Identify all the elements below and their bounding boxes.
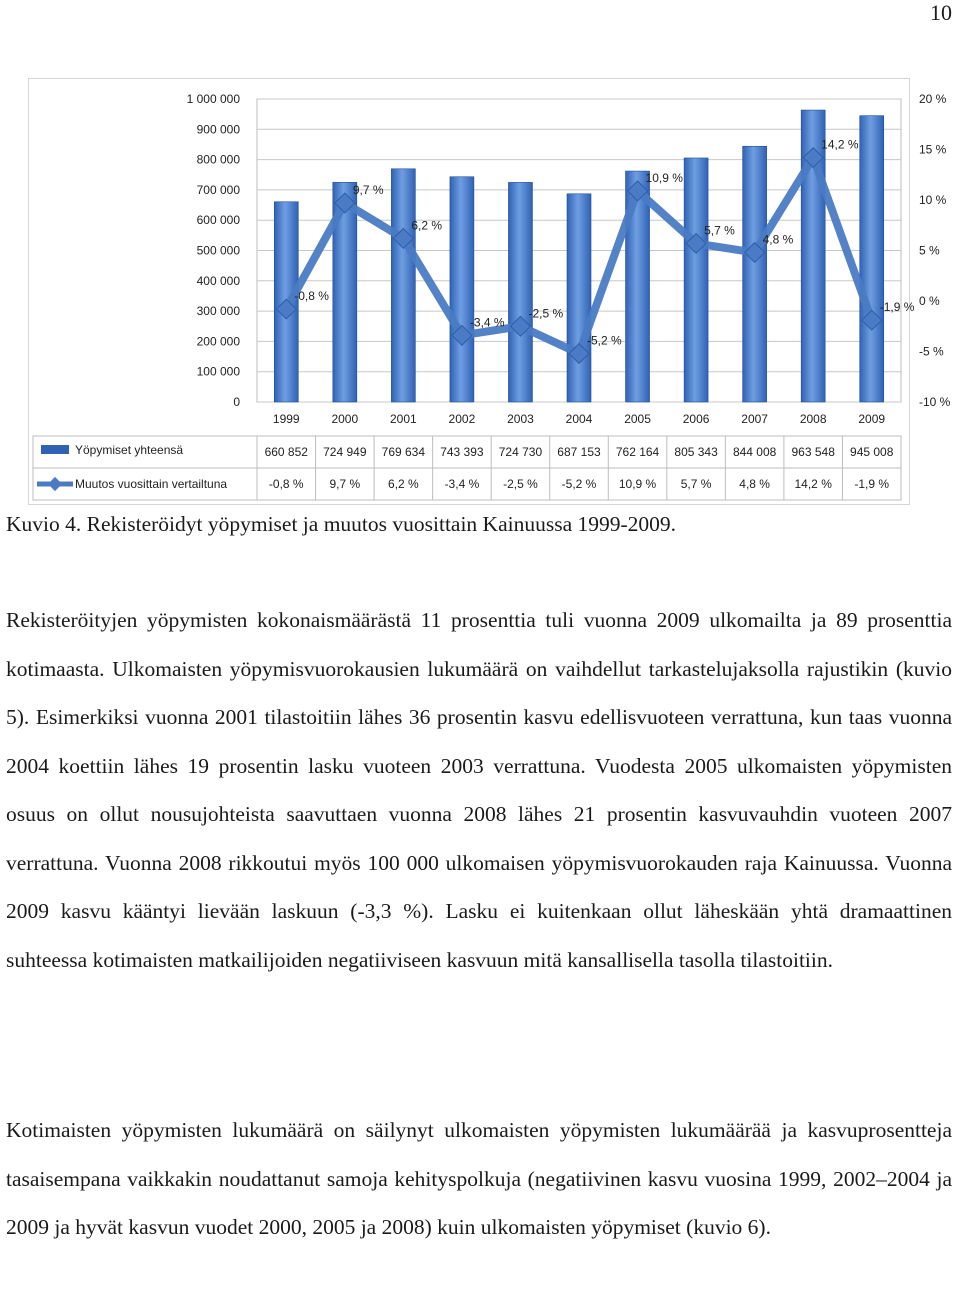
bar xyxy=(684,158,708,402)
left-tick-label: 400 000 xyxy=(196,273,240,288)
line-data-label: -1,9 % xyxy=(879,300,915,315)
table-cell-line: -2,5 % xyxy=(503,477,538,491)
line-data-label: -3,4 % xyxy=(469,315,505,330)
legend-key-bars xyxy=(41,445,69,454)
table-cell-line: 6,2 % xyxy=(388,477,419,491)
line-data-label: 9,7 % xyxy=(352,183,384,198)
right-tick-label: -5 % xyxy=(919,344,944,359)
right-tick-label: 10 % xyxy=(919,193,947,207)
table-cell-line: -5,2 % xyxy=(561,477,597,491)
left-tick-label: 0 xyxy=(233,395,240,409)
x-tick-label: 2003 xyxy=(507,412,534,426)
table-cell-bars: 660 852 xyxy=(264,445,308,459)
left-tick-label: 1 000 000 xyxy=(186,92,240,106)
table-cell-line: -0,8 % xyxy=(268,477,304,491)
right-tick-label: -10 % xyxy=(919,395,951,409)
left-tick-label: 800 000 xyxy=(196,152,240,167)
x-tick-label: 2007 xyxy=(741,412,768,426)
line-data-label: 14,2 % xyxy=(821,137,859,152)
line-data-label: -2,5 % xyxy=(528,306,564,321)
x-tick-label: 2008 xyxy=(799,412,827,426)
table-cell-bars: 762 164 xyxy=(615,445,660,459)
x-tick-label: 2006 xyxy=(682,412,710,426)
legend-label-bars: Yöpymiset yhteensä xyxy=(75,443,184,457)
chart-svg xyxy=(29,79,951,504)
line-data-label: 5,7 % xyxy=(704,223,735,238)
table-cell-line: -1,9 % xyxy=(854,477,890,491)
table-cell-line: 9,7 % xyxy=(329,477,361,491)
chart xyxy=(28,78,951,505)
right-tick-label: 20 % xyxy=(919,92,947,106)
table-cell-bars: 844 008 xyxy=(732,445,777,459)
table-cell-line: 4,8 % xyxy=(739,477,770,491)
figure-caption: Kuvio 4. Rekisteröidyt yöpymiset ja muutos vuosittain Kainuussa 1999-2009. xyxy=(6,512,677,536)
left-tick-label: 900 000 xyxy=(196,122,240,137)
table-cell-bars: 945 008 xyxy=(850,445,894,459)
left-tick-label: 500 000 xyxy=(196,243,240,258)
table-cell-bars: 769 634 xyxy=(381,445,426,459)
line-data-label: 6,2 % xyxy=(411,218,443,233)
bar xyxy=(567,194,591,402)
table-cell-line: 14,2 % xyxy=(794,477,832,491)
table-cell-bars: 724 730 xyxy=(498,445,543,459)
bar xyxy=(391,169,415,402)
table-cell-line: -3,4 % xyxy=(444,477,480,491)
right-tick-label: 15 % xyxy=(919,142,947,157)
legend-key-marker xyxy=(48,477,62,491)
x-tick-label: 2009 xyxy=(858,412,886,426)
left-tick-label: 100 000 xyxy=(196,364,240,379)
x-tick-label: 2000 xyxy=(331,412,359,426)
legend-label-line: Muutos vuosittain vertailtuna xyxy=(75,477,228,491)
table-cell-bars: 805 343 xyxy=(674,445,718,459)
table-cell-bars: 743 393 xyxy=(440,445,484,459)
x-tick-label: 2001 xyxy=(390,412,417,426)
page-number: 10 xyxy=(930,0,952,25)
left-tick-label: 200 000 xyxy=(196,334,240,349)
x-tick-label: 2005 xyxy=(624,412,651,426)
x-tick-label: 1999 xyxy=(272,412,300,426)
bar xyxy=(743,146,767,402)
line-data-label: -5,2 % xyxy=(587,333,622,348)
left-tick-label: 700 000 xyxy=(196,182,240,197)
x-tick-label: 2002 xyxy=(448,412,476,426)
x-tick-label: 2004 xyxy=(565,412,593,426)
line-data-label: 4,8 % xyxy=(762,232,794,247)
table-cell-bars: 963 548 xyxy=(791,445,835,459)
body-paragraph-1: Rekisteröityjen yöpymisten kokonaismäärästä 11 prosenttia tuli vuonna 2009 ulkomailta ja 89 prosenttia kotimaasta. Ulkomaisten yöpymisvuorokausien lukumäärä on vaihdellut tarkastelujaksolla rajustikin (kuvio 5). Esimerkiksi vuonna 2001 tilastoitiin lähes 36 prosentin kasvu edellisvuoteen verrattuna, kun taas vuonna 2004 koettiin lähes 19 prosentin lasku vuoteen 2003 verrattuna. Vuodesta 2005 ulkomaisten yöpymisten osuus on ollut nousujohteista saavuttaen vuonna 2008 lähes 21 prosentin kasvuvauhdin vuoteen 2007 verrattuna. Vuonna 2008 rikkoutui myös 100 000 ulkomaisen yöpymisvuorokauden raja Kainuussa. Vuonna 2009 kasvu kääntyi lievään laskuun (-3,3 %). Lasku ei kuitenkaan ollut läheskään yhtä dramaattinen suhteessa kotimaisten matkailijoiden negatiiviseen kasvuun mitä kansallisella tasolla tilastoitiin. xyxy=(6,608,952,972)
left-tick-label: 600 000 xyxy=(196,213,240,228)
body-paragraph-2: Kotimaisten yöpymisten lukumäärä on säilynyt ulkomaisten yöpymisten lukumäärää ja kasvuprosentteja tasaisempana vaikkakin noudattanut samoja kehityspolkuja (negatiivinen kasvu vuosina 1999, 2002–2004 ja 2009 ja hyvät kasvun vuodet 2000, 2005 ja 2008) kuin ulkomaisten yöpymiset (kuvio 6). xyxy=(6,1118,952,1239)
bar xyxy=(508,182,532,402)
table-cell-line: 5,7 % xyxy=(680,477,712,491)
right-tick-label: 5 % xyxy=(919,243,940,258)
bar xyxy=(860,116,884,402)
line-data-label: 10,9 % xyxy=(645,170,683,185)
line-data-label: -0,8 % xyxy=(294,289,329,304)
bar xyxy=(450,177,474,402)
left-tick-label: 300 000 xyxy=(196,304,240,319)
table-cell-bars: 687 153 xyxy=(557,445,601,459)
table-cell-bars: 724 949 xyxy=(323,445,367,459)
table-cell-line: 10,9 % xyxy=(618,477,657,491)
right-tick-label: 0 % xyxy=(919,294,940,308)
